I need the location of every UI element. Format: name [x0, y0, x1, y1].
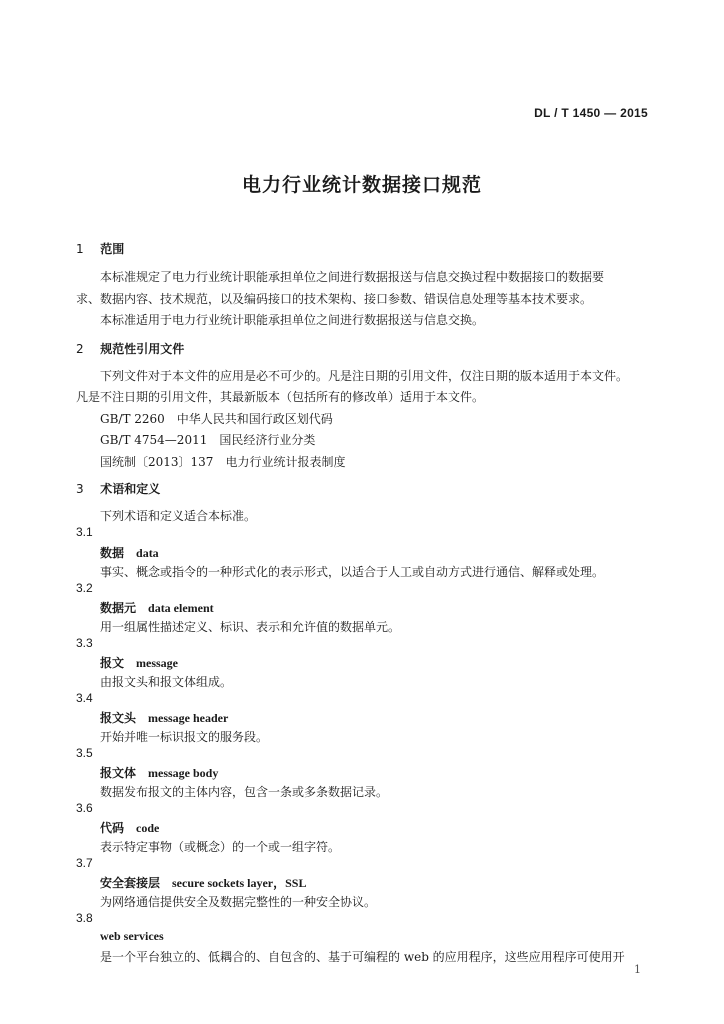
- term-number: 3.8: [76, 911, 93, 925]
- term-heading: [100, 654, 178, 671]
- term-definition: 表示特定事物（或概念）的一个或一组字符。: [100, 840, 341, 854]
- term-number: 3.6: [76, 801, 93, 815]
- section-title: 规范性引用文件: [100, 342, 185, 356]
- term-zh: 数据: [100, 546, 125, 560]
- reference-item: 国统制〔2013〕137 电力行业统计报表制度: [100, 455, 346, 469]
- paragraph-line: 凡是不注日期的引用文件，其最新版本（包括所有的修改单）适用于本文件。: [76, 390, 485, 404]
- section-1-heading: [76, 240, 124, 257]
- term-number: 3.2: [76, 581, 93, 595]
- term-heading: [100, 599, 214, 616]
- section-number: 3: [76, 482, 84, 496]
- term-en: message header: [148, 711, 229, 725]
- term-zh: 报文体: [100, 766, 137, 780]
- paragraph-line: 求、数据内容、技术规范，以及编码接口的技术架构、接口参数、错误信息处理等基本技术要求。: [76, 292, 593, 306]
- term-heading: [100, 764, 218, 781]
- section-number: 1: [76, 242, 84, 256]
- section-number: 2: [76, 342, 84, 356]
- term-number: 3.3: [76, 636, 93, 650]
- term-heading: [100, 544, 159, 561]
- term-definition: 由报文头和报文体组成。: [100, 675, 233, 689]
- term-zh: 报文头: [100, 711, 137, 725]
- document-title: 电力行业统计数据接口规范: [241, 174, 482, 196]
- term-en: data: [136, 546, 159, 560]
- term-en: data element: [148, 601, 214, 615]
- term-number: 3.4: [76, 691, 93, 705]
- standard-code: DL / T 1450 — 2015: [534, 106, 648, 120]
- term-heading: [100, 929, 164, 944]
- term-number: 3.5: [76, 746, 93, 760]
- term-number: 3.1: [76, 525, 93, 539]
- term-en: web services: [100, 929, 164, 943]
- term-zh: 安全套接层: [100, 876, 161, 890]
- section-title: 范围: [100, 242, 125, 256]
- term-en: message body: [148, 766, 219, 780]
- term-zh: 代码: [100, 821, 125, 835]
- term-heading: [100, 819, 159, 836]
- term-definition: 事实、概念或指令的一种形式化的表示形式，以适合于人工或自动方式进行通信、解释或处理。: [100, 565, 605, 579]
- reference-item: GB/T 4754—2011 国民经济行业分类: [100, 433, 316, 447]
- term-en: message: [136, 656, 179, 670]
- term-heading: [100, 709, 228, 726]
- paragraph-line: 本标准适用于电力行业统计职能承担单位之间进行数据报送与信息交换。: [100, 313, 485, 327]
- paragraph-line: 下列术语和定义适合本标准。: [100, 509, 257, 523]
- term-zh: 报文: [100, 656, 125, 670]
- page-number: 1: [634, 963, 641, 976]
- term-definition: 数据发布报文的主体内容，包含一条或多条数据记录。: [100, 785, 389, 799]
- term-en: secure sockets layer，SSL: [172, 876, 307, 890]
- term-en: code: [136, 821, 160, 835]
- term-zh: 数据元: [100, 601, 137, 615]
- term-definition: 开始并唯一标识报文的服务段。: [100, 730, 269, 744]
- term-number: 3.7: [76, 856, 93, 870]
- term-heading: [100, 874, 306, 891]
- section-3-heading: [76, 480, 160, 497]
- term-definition: 是一个平台独立的、低耦合的、自包含的、基于可编程的 web 的应用程序，这些应用程序可使用开: [100, 950, 625, 964]
- section-2-heading: [76, 340, 184, 357]
- reference-item: GB/T 2260 中华人民共和国行政区划代码: [100, 412, 333, 426]
- term-definition: 用一组属性描述定义、标识、表示和允许值的数据单元。: [100, 620, 401, 634]
- paragraph-line: 本标准规定了电力行业统计职能承担单位之间进行数据报送与信息交换过程中数据接口的数据要: [100, 270, 605, 284]
- section-title: 术语和定义: [100, 482, 161, 496]
- paragraph-line: 下列文件对于本文件的应用是必不可少的。凡是注日期的引用文件，仅注日期的版本适用于本文件。: [100, 369, 629, 383]
- term-definition: 为网络通信提供安全及数据完整性的一种安全协议。: [100, 895, 377, 909]
